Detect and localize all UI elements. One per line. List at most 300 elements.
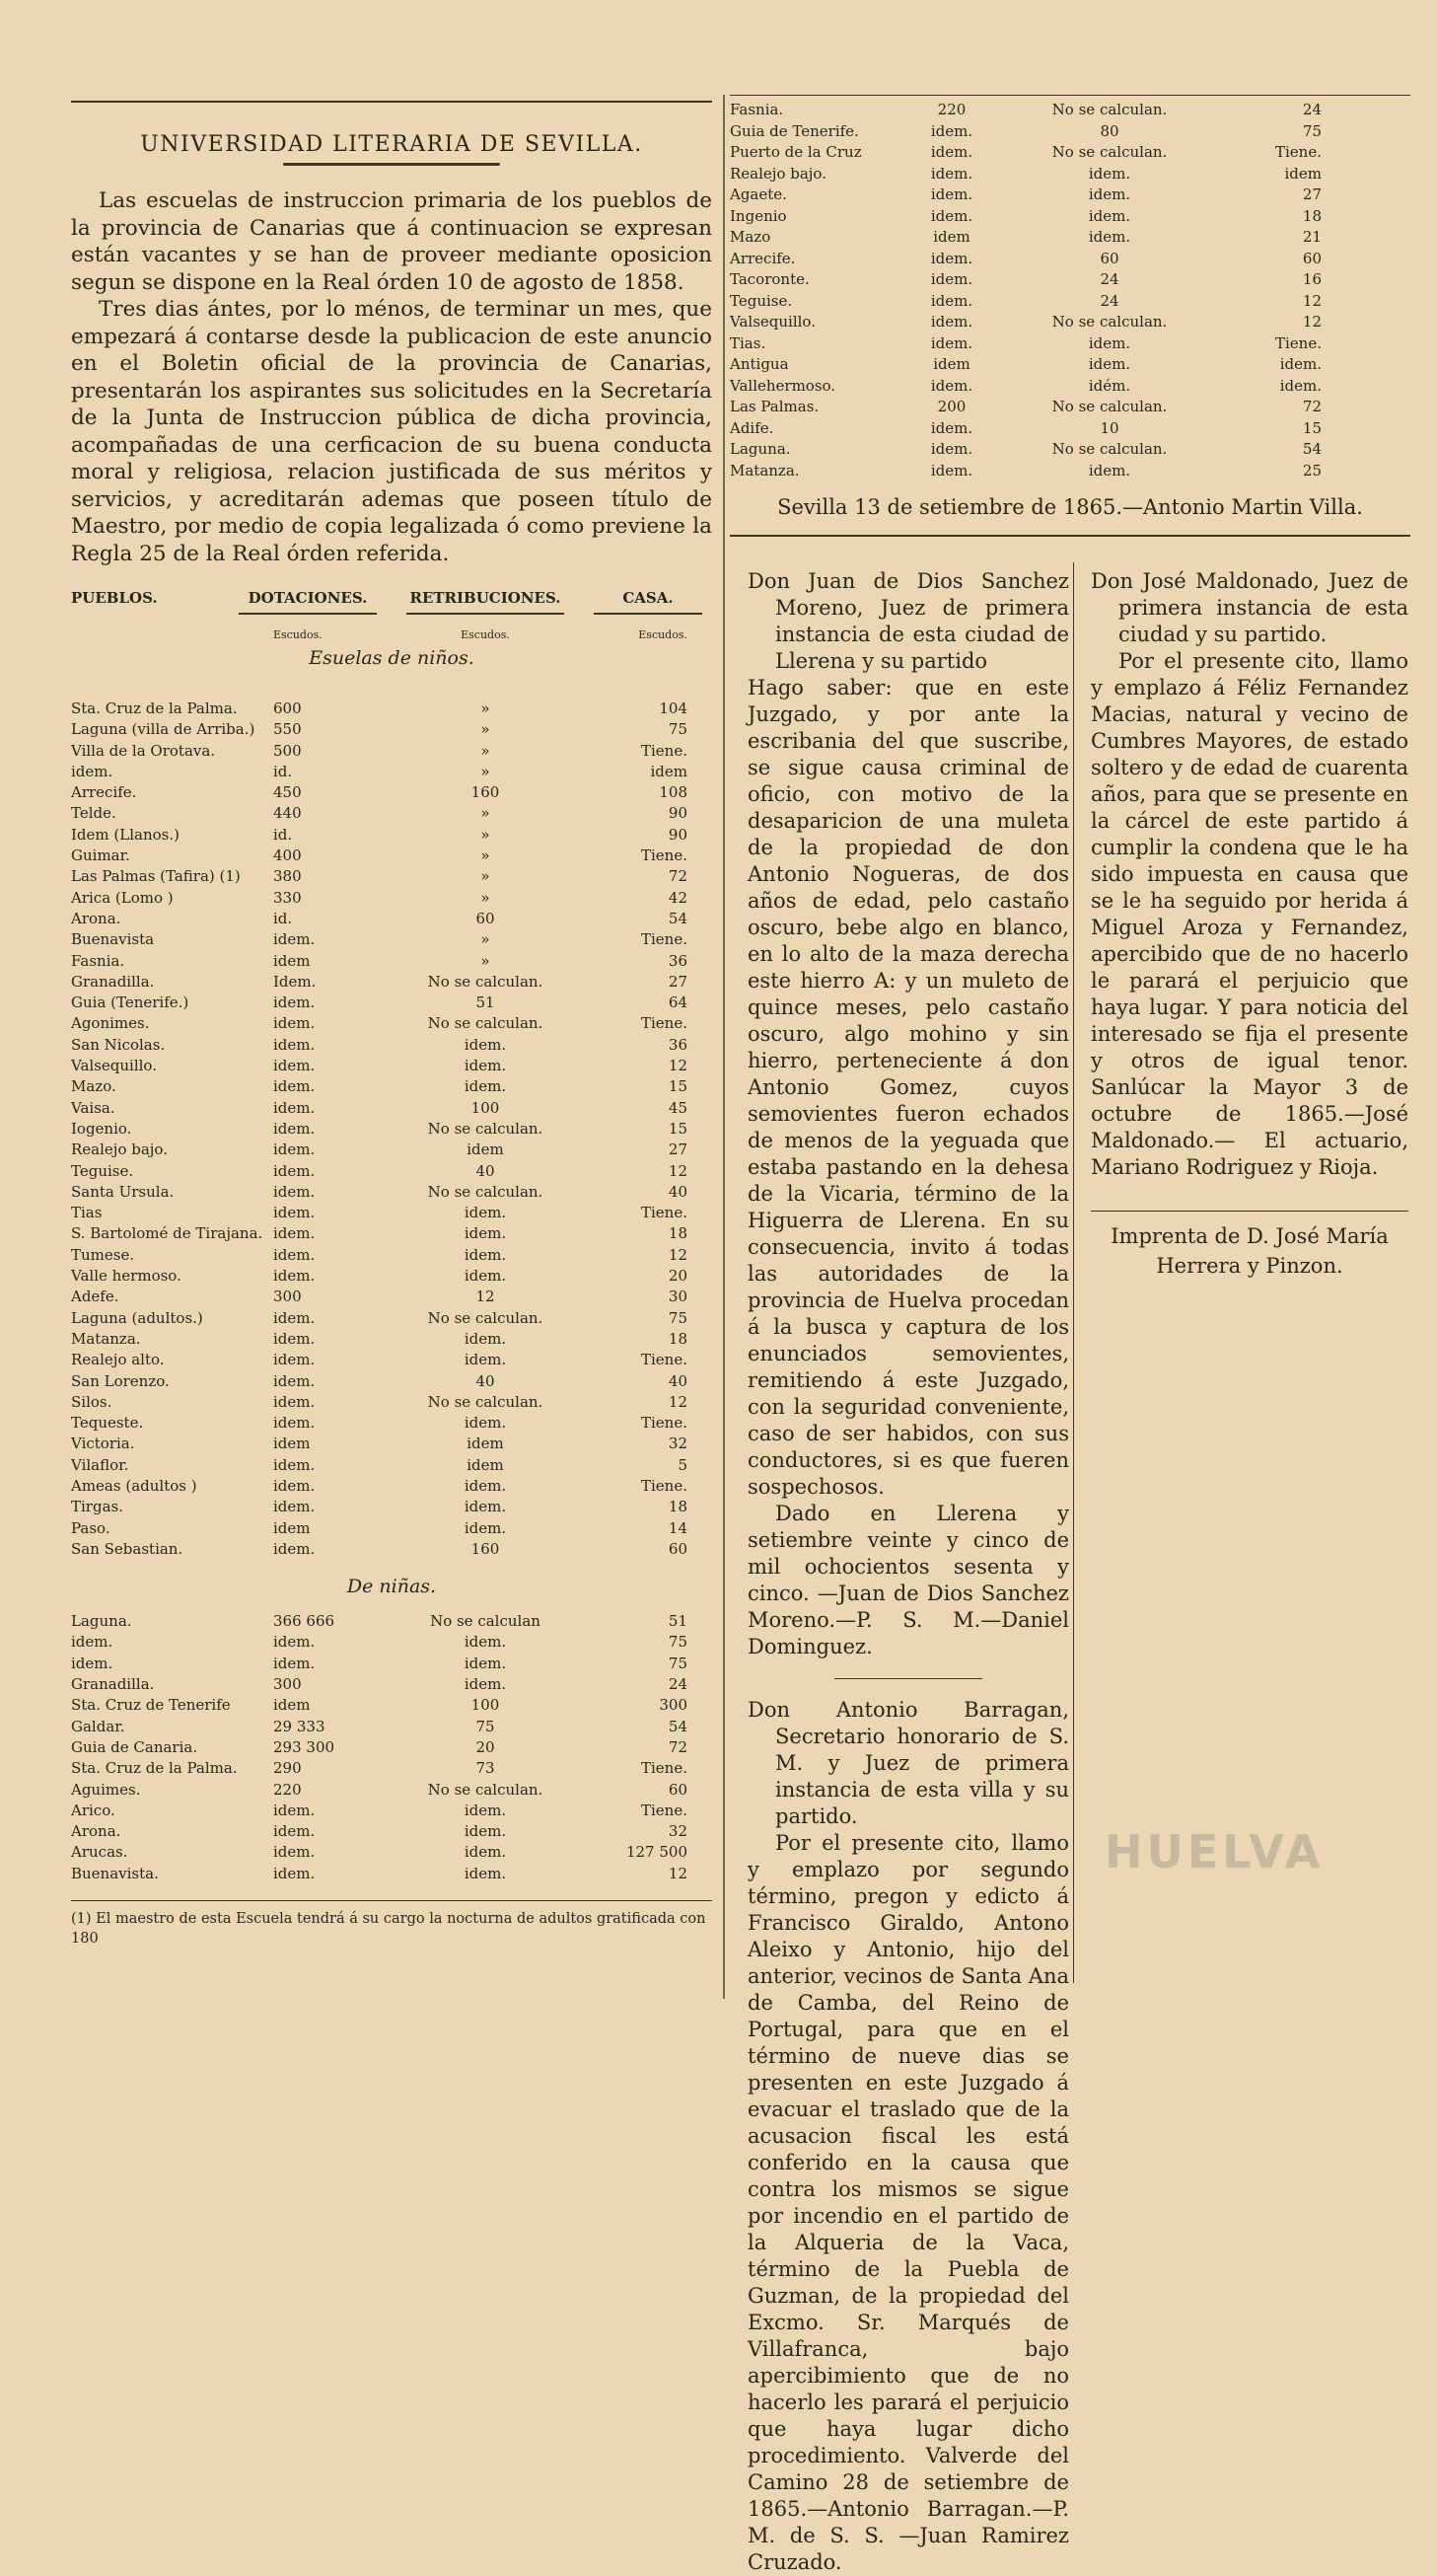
- pueblo-cell: Arica (Lomo ): [71, 888, 174, 907]
- pueblo-cell: Laguna (adultos.): [71, 1308, 203, 1327]
- casa-cell: 24: [1302, 101, 1322, 118]
- table-row: [71, 1695, 712, 1716]
- retribucion-cell: 100: [470, 1098, 500, 1117]
- dotacion-cell: 293 300: [273, 1737, 335, 1756]
- pueblo-cell: Teguise.: [730, 291, 793, 310]
- dotacion-cell: idem.: [930, 143, 973, 161]
- retribucion-cell: 40: [475, 1371, 495, 1390]
- pueblo-cell: San Sebastian.: [71, 1539, 183, 1558]
- table-row: [730, 227, 1410, 249]
- table-row: [71, 1076, 712, 1097]
- table-row: [730, 121, 1410, 143]
- casa-cell: 60: [668, 1780, 687, 1799]
- dotacion-cell: 290: [273, 1759, 302, 1778]
- dotacion-cell: idem.: [273, 1654, 316, 1672]
- dotacion-cell: 366 666: [273, 1612, 335, 1631]
- subtitle-ninas: De niñas.: [346, 1576, 437, 1598]
- table-row: [71, 1140, 712, 1160]
- casa-cell: 90: [668, 804, 687, 823]
- table-row: [71, 1035, 712, 1056]
- footnote: (1) El maestro de esta Escuela tendrá á su cargo la nocturna de adultos gratificada con 180: [71, 1900, 712, 1949]
- pueblo-cell: idem.: [71, 1633, 113, 1652]
- retribucion-cell: No se calculan: [430, 1612, 540, 1631]
- retribucion-cell: idem.: [1088, 333, 1131, 352]
- table-row: [71, 846, 712, 866]
- casa-cell: 12: [668, 1864, 687, 1882]
- dotacion-cell: idem.: [273, 1224, 316, 1243]
- retribucion-cell: 20: [475, 1737, 495, 1756]
- casa-cell: 32: [668, 1435, 687, 1453]
- pueblo-cell: Matanza.: [730, 461, 800, 479]
- casa-cell: 51: [668, 1612, 687, 1631]
- retribucion-cell: 100: [470, 1696, 500, 1715]
- retribucion-cell: idem.: [464, 1329, 507, 1348]
- pueblo-cell: idem.: [71, 1654, 113, 1672]
- retribucion-cell: No se calculan.: [1051, 143, 1168, 161]
- pueblo-cell: Las Palmas.: [730, 398, 820, 415]
- retribucion-cell: idem.: [464, 1204, 507, 1222]
- pueblo-cell: Santa Ursula.: [71, 1182, 175, 1201]
- pueblo-cell: Galdar.: [71, 1717, 125, 1735]
- retribucion-cell: 51: [475, 994, 495, 1012]
- article-title: UNIVERSIDAD LITERARIA DE SEVILLA.: [140, 132, 643, 157]
- casa-cell: 36: [668, 951, 687, 970]
- pueblo-cell: Sta. Cruz de la Palma.: [71, 1759, 238, 1778]
- imprenta-rule: [1091, 1211, 1408, 1212]
- imprenta-line1: Imprenta de D. José María: [1111, 1224, 1389, 1248]
- pueblo-cell: Tacoronte.: [730, 270, 810, 288]
- retribucion-cell: No se calculan.: [1051, 313, 1168, 331]
- dotacion-cell: 200: [937, 398, 967, 415]
- casa-cell: 64: [668, 994, 687, 1012]
- header-dotaciones: DOTACIONES.: [239, 589, 377, 615]
- casa-cell: 25: [1302, 461, 1322, 479]
- casa-cell: 72: [668, 1737, 687, 1756]
- table-row: [730, 461, 1410, 482]
- retribucion-cell: »: [480, 867, 490, 886]
- pueblo-cell: Idem (Llanos.): [71, 825, 180, 844]
- table-row: [71, 1780, 712, 1801]
- pueblo-cell: Silos.: [71, 1392, 112, 1411]
- casa-cell: Tiene.: [1275, 143, 1322, 161]
- right-top-rule: [730, 95, 1410, 96]
- dotacion-cell: idem.: [273, 1035, 316, 1054]
- edict1-closing: Dado en Llerena y setiembre veinte y cinco de mil ochocientos sesenta y cinco. —Juan de Dios Sanchez Moreno.—P. S. M.—Daniel Dominguez.: [748, 1502, 1069, 1658]
- pueblo-cell: Vaisa.: [71, 1098, 115, 1117]
- table-row: [71, 1013, 712, 1034]
- dotacion-cell: idem.: [930, 418, 973, 437]
- pueblo-cell: idem.: [71, 762, 113, 780]
- pueblo-cell: Puerto de la Cruz: [730, 143, 862, 161]
- retribucion-cell: »: [480, 762, 490, 780]
- dotacion-cell: 300: [273, 1288, 302, 1306]
- casa-cell: 72: [668, 867, 687, 886]
- casa-cell: 18: [668, 1329, 687, 1348]
- table-row: [71, 1266, 712, 1287]
- retribucion-cell: 10: [1100, 418, 1119, 437]
- continued-table: [730, 100, 1410, 481]
- casa-cell: 27: [668, 1141, 687, 1159]
- retribucion-cell: idem: [467, 1455, 504, 1474]
- casa-cell: 18: [1302, 206, 1322, 225]
- dotacion-cell: idem.: [273, 1498, 316, 1516]
- retribucion-cell: No se calculan.: [427, 1308, 543, 1327]
- dotacion-cell: idem.: [273, 1161, 316, 1180]
- retribucion-cell: »: [480, 804, 490, 823]
- pueblo-cell: Agonimes.: [71, 1014, 150, 1033]
- table-row: [71, 972, 712, 993]
- pueblo-cell: Sta. Cruz de la Palma.: [71, 699, 238, 717]
- retribucion-cell: »: [480, 846, 490, 865]
- casa-cell: idem.: [1279, 376, 1322, 395]
- dotacion-cell: 300: [273, 1675, 302, 1694]
- dotacion-cell: idem.: [273, 1267, 316, 1286]
- table-row: [71, 803, 712, 824]
- pueblo-cell: San Nicolas.: [71, 1035, 166, 1054]
- dotacion-cell: 220: [273, 1780, 302, 1799]
- pueblo-cell: Granadilla.: [71, 972, 155, 991]
- table-row: [71, 1245, 712, 1266]
- table-row: [71, 1392, 712, 1413]
- table-row: [71, 782, 712, 803]
- casa-cell: 12: [668, 1392, 687, 1411]
- retribucion-cell: No se calculan.: [1051, 440, 1168, 458]
- retribucion-cell: No se calculan.: [427, 972, 543, 991]
- retribucion-cell: idem.: [464, 1245, 507, 1264]
- retribucion-cell: No se calculan.: [427, 1014, 543, 1033]
- table-row: [71, 741, 712, 762]
- casa-cell: 24: [668, 1675, 687, 1694]
- right-rule: [730, 535, 1410, 537]
- casa-cell: 12: [668, 1245, 687, 1264]
- table-row: [71, 951, 712, 972]
- pueblo-cell: Mazo.: [71, 1077, 116, 1096]
- retribucion-cell: 75: [475, 1717, 495, 1735]
- casa-cell: Tiene.: [1275, 333, 1322, 352]
- pueblo-cell: Arona.: [71, 909, 121, 927]
- pueblo-cell: Tias: [71, 1204, 103, 1222]
- table-row: [71, 1413, 712, 1434]
- dotacion-cell: idem.: [273, 1476, 316, 1495]
- casa-cell: Tiene.: [641, 930, 687, 949]
- pueblo-cell: Guia de Canaria.: [71, 1737, 198, 1756]
- dotacion-cell: 29 333: [273, 1717, 325, 1735]
- retribucion-cell: idem.: [464, 1498, 507, 1516]
- casa-cell: idem.: [1279, 355, 1322, 373]
- retribucion-cell: idem.: [464, 1224, 507, 1243]
- pueblo-cell: Arona.: [71, 1822, 121, 1841]
- retribucion-cell: 24: [1100, 291, 1119, 310]
- table-row: [71, 1056, 712, 1076]
- table-row: [71, 1098, 712, 1119]
- pueblo-cell: Las Palmas (Tafira) (1): [71, 867, 241, 886]
- table-row: [71, 1654, 712, 1674]
- library-stamp: HUELVA: [1105, 1825, 1325, 1878]
- imprenta-line2: Herrera y Pinzon.: [1156, 1254, 1343, 1278]
- retribucion-cell: 40: [475, 1161, 495, 1180]
- casa-cell: 54: [668, 1717, 687, 1735]
- requirements-paragraph: Tres dias ántes, por lo ménos, de terminar un mes, que empezará á contarse desde la publicacion de este anuncio en el Boletin oficial de la provincia de Canarias, presentarán los aspirantes sus solicitudes en la Secretaría de la Junta de Instruccion pública de dicha provincia, acompañadas de una cerficacion de su buena conducta moral y religiosa, relacion justificada de sus méritos y servicios, y acreditarán ademas que poseen título de Maestro, por medio de copia legalizada ó como previene la Regla 25 de la Real órden referida.: [71, 297, 712, 566]
- dotacion-cell: idem.: [273, 1098, 316, 1117]
- retribucion-cell: idem.: [1088, 355, 1131, 373]
- dotacion-cell: idem: [273, 1518, 311, 1537]
- dotacion-cell: idem.: [930, 461, 973, 479]
- table-row: [71, 909, 712, 929]
- pueblo-cell: Iogenio.: [71, 1119, 132, 1138]
- table-row: [71, 1842, 712, 1863]
- dotacion-cell: idem.: [930, 291, 973, 310]
- casa-cell: 14: [668, 1518, 687, 1537]
- table-row: [71, 719, 712, 740]
- ninas-table: [71, 1611, 712, 1884]
- dotacion-cell: idem.: [273, 930, 316, 949]
- casa-cell: 75: [668, 720, 687, 739]
- header-casa: CASA.: [594, 589, 702, 615]
- dotacion-cell: idem.: [930, 206, 973, 225]
- casa-cell: idem: [650, 762, 687, 780]
- unit-retribuciones: Escudos.: [461, 628, 510, 641]
- pueblo-cell: Ingenio: [730, 206, 787, 225]
- table-row: [71, 1182, 712, 1203]
- table-row: [730, 142, 1410, 164]
- casa-cell: 40: [668, 1182, 687, 1201]
- retribucion-cell: idem.: [1088, 461, 1131, 479]
- casa-cell: idem: [1284, 164, 1322, 183]
- retribucion-cell: idem.: [464, 1077, 507, 1096]
- retribucion-cell: 160: [470, 783, 500, 802]
- casa-cell: 40: [668, 1371, 687, 1390]
- dotacion-cell: idem.: [273, 1371, 316, 1390]
- dotacion-cell: idem.: [273, 1801, 316, 1819]
- edict-column-a: [748, 568, 1069, 2574]
- retribucion-cell: No se calculan.: [427, 1119, 543, 1138]
- dotacion-cell: id.: [273, 762, 293, 780]
- retribucion-cell: No se calculan.: [427, 1182, 543, 1201]
- table-row: [71, 1329, 712, 1350]
- table-row: [71, 1632, 712, 1653]
- dotacion-cell: idem.: [273, 1843, 316, 1862]
- casa-cell: 15: [1302, 418, 1322, 437]
- retribucion-cell: idem.: [1088, 228, 1131, 246]
- retribucion-cell: No se calculan.: [1051, 101, 1168, 118]
- dotacion-cell: idem: [273, 1696, 311, 1715]
- pueblo-cell: Vilaflor.: [71, 1455, 129, 1474]
- retribucion-cell: idem.: [464, 1476, 507, 1495]
- dotacion-cell: idem.: [930, 185, 973, 203]
- pueblo-cell: Guimar.: [71, 846, 130, 865]
- casa-cell: 5: [678, 1455, 687, 1474]
- retribucion-cell: idem: [467, 1141, 504, 1159]
- retribucion-cell: »: [480, 825, 490, 844]
- right-column: [730, 95, 1410, 537]
- dotacion-cell: idem.: [273, 1014, 316, 1033]
- dotacion-cell: idem.: [930, 121, 973, 140]
- pueblo-cell: Adefe.: [71, 1288, 119, 1306]
- title-ornament: [283, 163, 500, 166]
- dotacion-cell: idem.: [930, 249, 973, 267]
- retribucion-cell: idem.: [464, 1822, 507, 1841]
- dotacion-cell: 500: [273, 741, 302, 760]
- ninos-table: [71, 699, 712, 1560]
- casa-cell: 21: [1302, 228, 1322, 246]
- casa-cell: 18: [668, 1224, 687, 1243]
- table-row: [71, 929, 712, 950]
- units-row: [71, 628, 712, 641]
- edict1-body: Hago saber: que en este Juzgado, y por ante la escribania del que suscribe, se sigue causa criminal de oficio, con motivo de la desaparicion de una muleta de la propiedad de don Antonio Nogueras, de dos años de edad, pelo castaño oscuro, bebe algo en blanco, en lo alto de la maza derecha este hierro A: y un muleto de quince meses, pelo castaño oscuro, algo mohino y sin hierro, perteneciente á don Antonio Gomez, cuyos semovientes fueron echados de menos de la yeguada que estaba pastando en la dehesa de la Vicaria, término de la Higuerra de Llerena. En su consecuencia, invito á todas las autoridades de la provincia de Huelva procedan á la busca y captura de los enunciados semovientes, remitiendo á este Juzgado, con la seguridad conveniente, caso de ser habidos, con sus conductores, si es que fueren sospechosos.: [748, 676, 1069, 1499]
- table-row: [71, 1611, 712, 1632]
- table-row: [71, 1203, 712, 1223]
- pueblo-cell: Guia de Tenerife.: [730, 121, 859, 140]
- retribucion-cell: idem.: [1088, 164, 1131, 183]
- table-row: [730, 354, 1410, 376]
- dotacion-cell: idem.: [273, 1329, 316, 1348]
- table-row: [730, 291, 1410, 313]
- dotacion-cell: id.: [273, 825, 293, 844]
- casa-cell: 60: [668, 1539, 687, 1558]
- casa-cell: 36: [668, 1035, 687, 1054]
- pueblo-cell: S. Bartolomé de Tirajana.: [71, 1224, 263, 1243]
- pueblo-cell: Matanza.: [71, 1329, 141, 1348]
- retribucion-cell: idem.: [464, 1518, 507, 1537]
- dotacion-cell: idem.: [273, 1455, 316, 1474]
- edict3-heading: Don José Maldonado, Juez de primera instancia de esta ciudad y su partido.: [1091, 569, 1408, 646]
- retribucion-cell: 73: [475, 1759, 495, 1778]
- table-row: [730, 397, 1410, 418]
- table-row: [71, 699, 712, 719]
- dotacion-cell: idem.: [273, 1308, 316, 1327]
- casa-cell: 75: [668, 1654, 687, 1672]
- casa-cell: Tiene.: [641, 1801, 687, 1819]
- casa-cell: 104: [659, 699, 687, 717]
- casa-cell: 27: [668, 972, 687, 991]
- edict-column-b: [1091, 568, 1408, 1281]
- retribucion-cell: No se calculan.: [427, 1780, 543, 1799]
- retribucion-cell: »: [480, 699, 490, 717]
- table-row: [71, 762, 712, 782]
- table-row: [71, 1434, 712, 1454]
- pueblo-cell: Tirgas.: [71, 1498, 123, 1516]
- edict1-heading: Don Juan de Dios Sanchez Moreno, Juez de primera instancia de esta ciudad de Llerena y su partido: [748, 569, 1069, 673]
- pueblo-cell: Tias.: [730, 333, 766, 352]
- casa-cell: Tiene.: [641, 846, 687, 865]
- pueblo-cell: Sta. Cruz de Tenerife: [71, 1696, 231, 1715]
- intro-paragraph: Las escuelas de instruccion primaria de los pueblos de la provincia de Canarias que á continuacion se expresan están vacantes y se han de proveer mediante oposicion segun se dispone en la Real órden 10 de agosto de 1858.: [71, 188, 712, 295]
- casa-cell: 20: [668, 1267, 687, 1286]
- casa-cell: 12: [668, 1161, 687, 1180]
- table-row: [71, 866, 712, 887]
- retribucion-cell: idem.: [464, 1864, 507, 1882]
- pueblo-cell: Fasnia.: [730, 101, 784, 118]
- dotacion-cell: idem: [273, 951, 311, 970]
- table-row: [730, 269, 1410, 291]
- pueblo-cell: Tumese.: [71, 1245, 135, 1264]
- retribucion-cell: idem.: [464, 1267, 507, 1286]
- dotacion-cell: idem.: [273, 1057, 316, 1075]
- pueblo-cell: Villa de la Orotava.: [71, 741, 216, 760]
- separator: [834, 1678, 982, 1679]
- dotacion-cell: idem.: [273, 1351, 316, 1369]
- pueblo-cell: San Lorenzo.: [71, 1371, 170, 1390]
- header-pueblos: PUEBLOS.: [71, 589, 158, 607]
- table-row: [71, 1737, 712, 1758]
- pueblo-cell: Victoria.: [71, 1435, 135, 1453]
- dotacion-cell: idem: [273, 1435, 311, 1453]
- pueblo-cell: Buenavista: [71, 930, 155, 949]
- casa-cell: 12: [668, 1057, 687, 1075]
- casa-cell: 18: [668, 1498, 687, 1516]
- dotacion-cell: idem.: [273, 1141, 316, 1159]
- pueblo-cell: Vallehermoso.: [730, 376, 836, 395]
- pueblo-cell: Valsequillo.: [730, 313, 816, 331]
- pueblo-cell: Fasnia.: [71, 951, 125, 970]
- retribucion-cell: idem.: [464, 1654, 507, 1672]
- dotacion-cell: idem.: [273, 1077, 316, 1096]
- table-row: [71, 1674, 712, 1695]
- table-row: [730, 100, 1410, 121]
- left-column: [71, 95, 712, 1949]
- table-row: [730, 439, 1410, 461]
- pueblo-cell: Arico.: [71, 1801, 115, 1819]
- table-row: [71, 1864, 712, 1884]
- table-row: [730, 184, 1410, 206]
- dotacion-cell: idem.: [273, 1633, 316, 1652]
- dotacion-cell: idem.: [273, 1822, 316, 1841]
- retribucion-cell: 80: [1100, 121, 1119, 140]
- table-row: [730, 312, 1410, 333]
- retribucion-cell: idem.: [1088, 206, 1131, 225]
- pueblo-cell: Laguna.: [71, 1612, 132, 1631]
- dotacion-cell: idem.: [930, 270, 973, 288]
- retribucion-cell: »: [480, 951, 490, 970]
- table-row: [71, 1518, 712, 1539]
- table-row: [71, 1539, 712, 1560]
- retribucion-cell: »: [480, 888, 490, 907]
- unit-dotaciones: Escudos.: [273, 628, 323, 641]
- retribucion-cell: idem.: [464, 1414, 507, 1433]
- table-row: [71, 1161, 712, 1182]
- pueblo-cell: Teguise.: [71, 1161, 134, 1180]
- dotacion-cell: idem.: [930, 376, 973, 395]
- retribucion-cell: »: [480, 930, 490, 949]
- casa-cell: 12: [1302, 291, 1322, 310]
- pueblo-cell: Laguna (villa de Arriba.): [71, 720, 255, 739]
- retribucion-cell: No se calculan.: [427, 1392, 543, 1411]
- casa-cell: Tiene.: [641, 1414, 687, 1433]
- pueblo-cell: Buenavista.: [71, 1864, 159, 1882]
- dotacion-cell: idem.: [273, 1392, 316, 1411]
- retribucion-cell: 24: [1100, 270, 1119, 288]
- pueblo-cell: Agaete.: [730, 185, 787, 203]
- pueblo-cell: Paso.: [71, 1518, 110, 1537]
- casa-cell: 12: [1302, 313, 1322, 331]
- retribucion-cell: idem.: [464, 1351, 507, 1369]
- edict2-body: Por el presente cito, llamo y emplazo por segundo término, pregon y edicto á Francisco Giraldo, Antono Aleixo y Antonio, hijo del anterior, vecinos de Santa Ana de Camba, del Reino de Portugal, para que en el término de nueve dias se presenten en este Juzgado á evacuar el traslado que de la acusacion fiscal les está conferido en la causa que contra los mismos se sigue por incendio en el partido de la Alqueria de la Vaca, término de la Puebla de Guzman, de la propiedad del Excmo. Sr. Marqués de Villafranca, bajo apercibimiento que de no hacerlo les parará el perjuicio que haya lugar dicho procedimiento. Valverde del Camino 28 de setiembre de 1865.—Antonio Barragan.—P. M. de S. S. —Juan Ramirez Cruzado.: [748, 1831, 1069, 2574]
- casa-cell: Tiene.: [641, 1014, 687, 1033]
- pueblo-cell: Valle hermoso.: [71, 1267, 181, 1286]
- dotacion-cell: 400: [273, 846, 302, 865]
- dotacion-cell: 220: [937, 101, 967, 118]
- retribucion-cell: idem.: [464, 1057, 507, 1075]
- casa-cell: 15: [668, 1119, 687, 1138]
- casa-cell: 90: [668, 825, 687, 844]
- retribucion-cell: 160: [470, 1539, 500, 1558]
- dotacion-cell: 550: [273, 720, 302, 739]
- table-header: [71, 589, 712, 615]
- table-row: [71, 1223, 712, 1244]
- pueblo-cell: Realejo bajo.: [71, 1141, 168, 1159]
- top-rule: [71, 101, 712, 103]
- table-row: [71, 1308, 712, 1329]
